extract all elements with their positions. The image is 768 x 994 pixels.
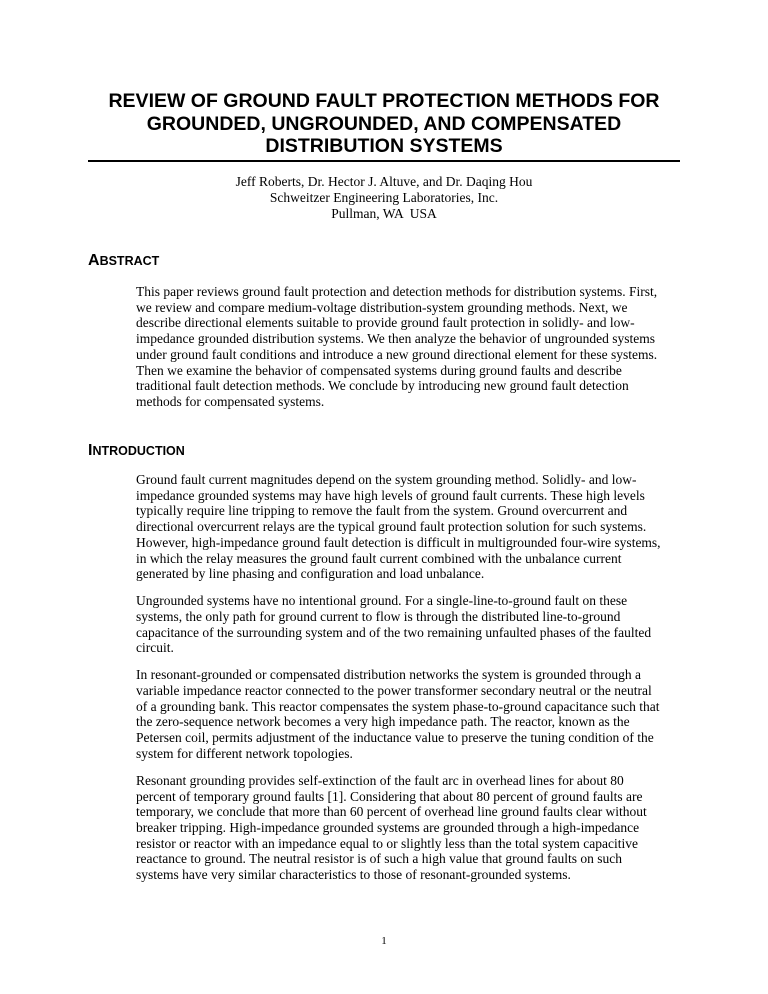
paragraph bbox=[136, 773, 706, 883]
text-line: the zero-sequence network becomes a very high impedance path. The reactor, known as the bbox=[136, 714, 630, 730]
text-line: systems have very similar characteristics to those of resonant-grounded systems. bbox=[136, 867, 571, 883]
abstract-heading bbox=[88, 252, 159, 270]
introduction-heading bbox=[88, 442, 185, 460]
paragraph bbox=[136, 667, 706, 761]
text-line: system for different network topologies. bbox=[136, 745, 353, 761]
paragraph bbox=[136, 593, 706, 656]
paper-title bbox=[80, 90, 688, 158]
introduction-body bbox=[136, 472, 706, 894]
abstract-body bbox=[136, 284, 706, 421]
author-block bbox=[88, 174, 680, 222]
text-line: variable impedance reactor connected to the power transformer secondary neutral or the neutral bbox=[136, 683, 652, 699]
heading-cap: I bbox=[88, 442, 93, 459]
text-line: methods for compensated systems. bbox=[136, 393, 325, 409]
title-line: DISTRIBUTION SYSTEMS bbox=[265, 135, 503, 157]
text-line: Petersen coil, permits adjustment of the inductance value to preserve the tuning condition of the bbox=[136, 730, 654, 746]
location: Pullman, WA USA bbox=[331, 206, 437, 221]
text-line: Then we examine the behavior of compensated systems during ground faults and describe bbox=[136, 362, 622, 378]
text-line: directional overcurrent relays are the typical ground fault protection solution for such systems. bbox=[136, 519, 647, 535]
author-names: Jeff Roberts, Dr. Hector J. Altuve, and Dr. Daqing Hou bbox=[235, 174, 533, 189]
text-line: in which the relay measures the ground fault current combined with the unbalance current bbox=[136, 550, 622, 566]
text-line: This paper reviews ground fault protection and detection methods for distribution systems. First, bbox=[136, 284, 658, 299]
text-line: In resonant-grounded or compensated distribution networks the system is grounded through a bbox=[136, 667, 642, 683]
affiliation: Schweitzer Engineering Laboratories, Inc. bbox=[269, 190, 499, 205]
text-line: impedance grounded systems may have high levels of ground fault currents. These high levels bbox=[136, 487, 645, 503]
heading-rest: NTRODUCTION bbox=[92, 444, 185, 458]
paragraph bbox=[136, 284, 706, 410]
text-line: reactance to ground. The neutral resistor is of such a high value that ground faults on such bbox=[136, 851, 622, 867]
heading-cap: A bbox=[88, 252, 100, 269]
text-line: resistor or reactor with an impedance equal to or slightly less than the total system capacitive bbox=[136, 835, 638, 851]
text-line: of a grounding bank. This reactor compensates the system phase-to-ground capacitance such that bbox=[136, 698, 660, 714]
text-line: traditional fault detection methods. We conclude by introducing new ground fault detection bbox=[136, 378, 629, 394]
text-line: capacitance of the surrounding system and of the two remaining unfaulted phases of the faulted bbox=[136, 624, 652, 640]
text-line: under ground fault conditions and introduce a new ground directional element for these systems. bbox=[136, 346, 658, 362]
page-number: 1 bbox=[381, 935, 387, 947]
title-line: REVIEW OF GROUND FAULT PROTECTION METHODS FOR bbox=[108, 90, 660, 112]
heading-rest: BSTRACT bbox=[99, 254, 160, 268]
text-line: percent of temporary ground faults [1]. Considering that about 80 percent of ground faults are bbox=[136, 788, 643, 804]
text-line: generated by line phasing and configuration and load unbalance. bbox=[136, 566, 485, 582]
text-line: describe directional elements suitable to provide ground fault protection in solidly- and low- bbox=[136, 315, 635, 331]
text-line: Ground fault current magnitudes depend on the system grounding method. Solidly- and low- bbox=[136, 472, 637, 487]
title-rule bbox=[88, 160, 680, 162]
text-line: we review and compare medium-voltage distribution-system grounding methods. Next, we bbox=[136, 299, 628, 315]
text-line: circuit. bbox=[136, 640, 174, 656]
text-line: impedance grounded distribution systems. We then analyze the behavior of ungrounded systems bbox=[136, 331, 656, 347]
text-line: typically require line tripping to remove the fault from the system. Ground overcurrent and bbox=[136, 503, 628, 519]
text-line: systems, the only path for ground current to flow is through the distributed line-to-ground bbox=[136, 608, 621, 624]
text-line: temporary, we conclude that more than 60 percent of overhead line ground faults clear without bbox=[136, 804, 647, 820]
text-line: Ungrounded systems have no intentional ground. For a single-line-to-ground fault on these bbox=[136, 593, 628, 609]
text-line: breaker tripping. High-impedance grounded systems are grounded through a high-impedance bbox=[136, 819, 640, 835]
text-line: However, high-impedance ground fault detection is difficult in multigrounded four-wire systems, bbox=[136, 534, 661, 550]
title-line: GROUNDED, UNGROUNDED, AND COMPENSATED bbox=[146, 112, 622, 135]
paragraph bbox=[136, 472, 706, 582]
text-line: Resonant grounding provides self-extinction of the fault arc in overhead lines for about 80 bbox=[136, 772, 624, 788]
